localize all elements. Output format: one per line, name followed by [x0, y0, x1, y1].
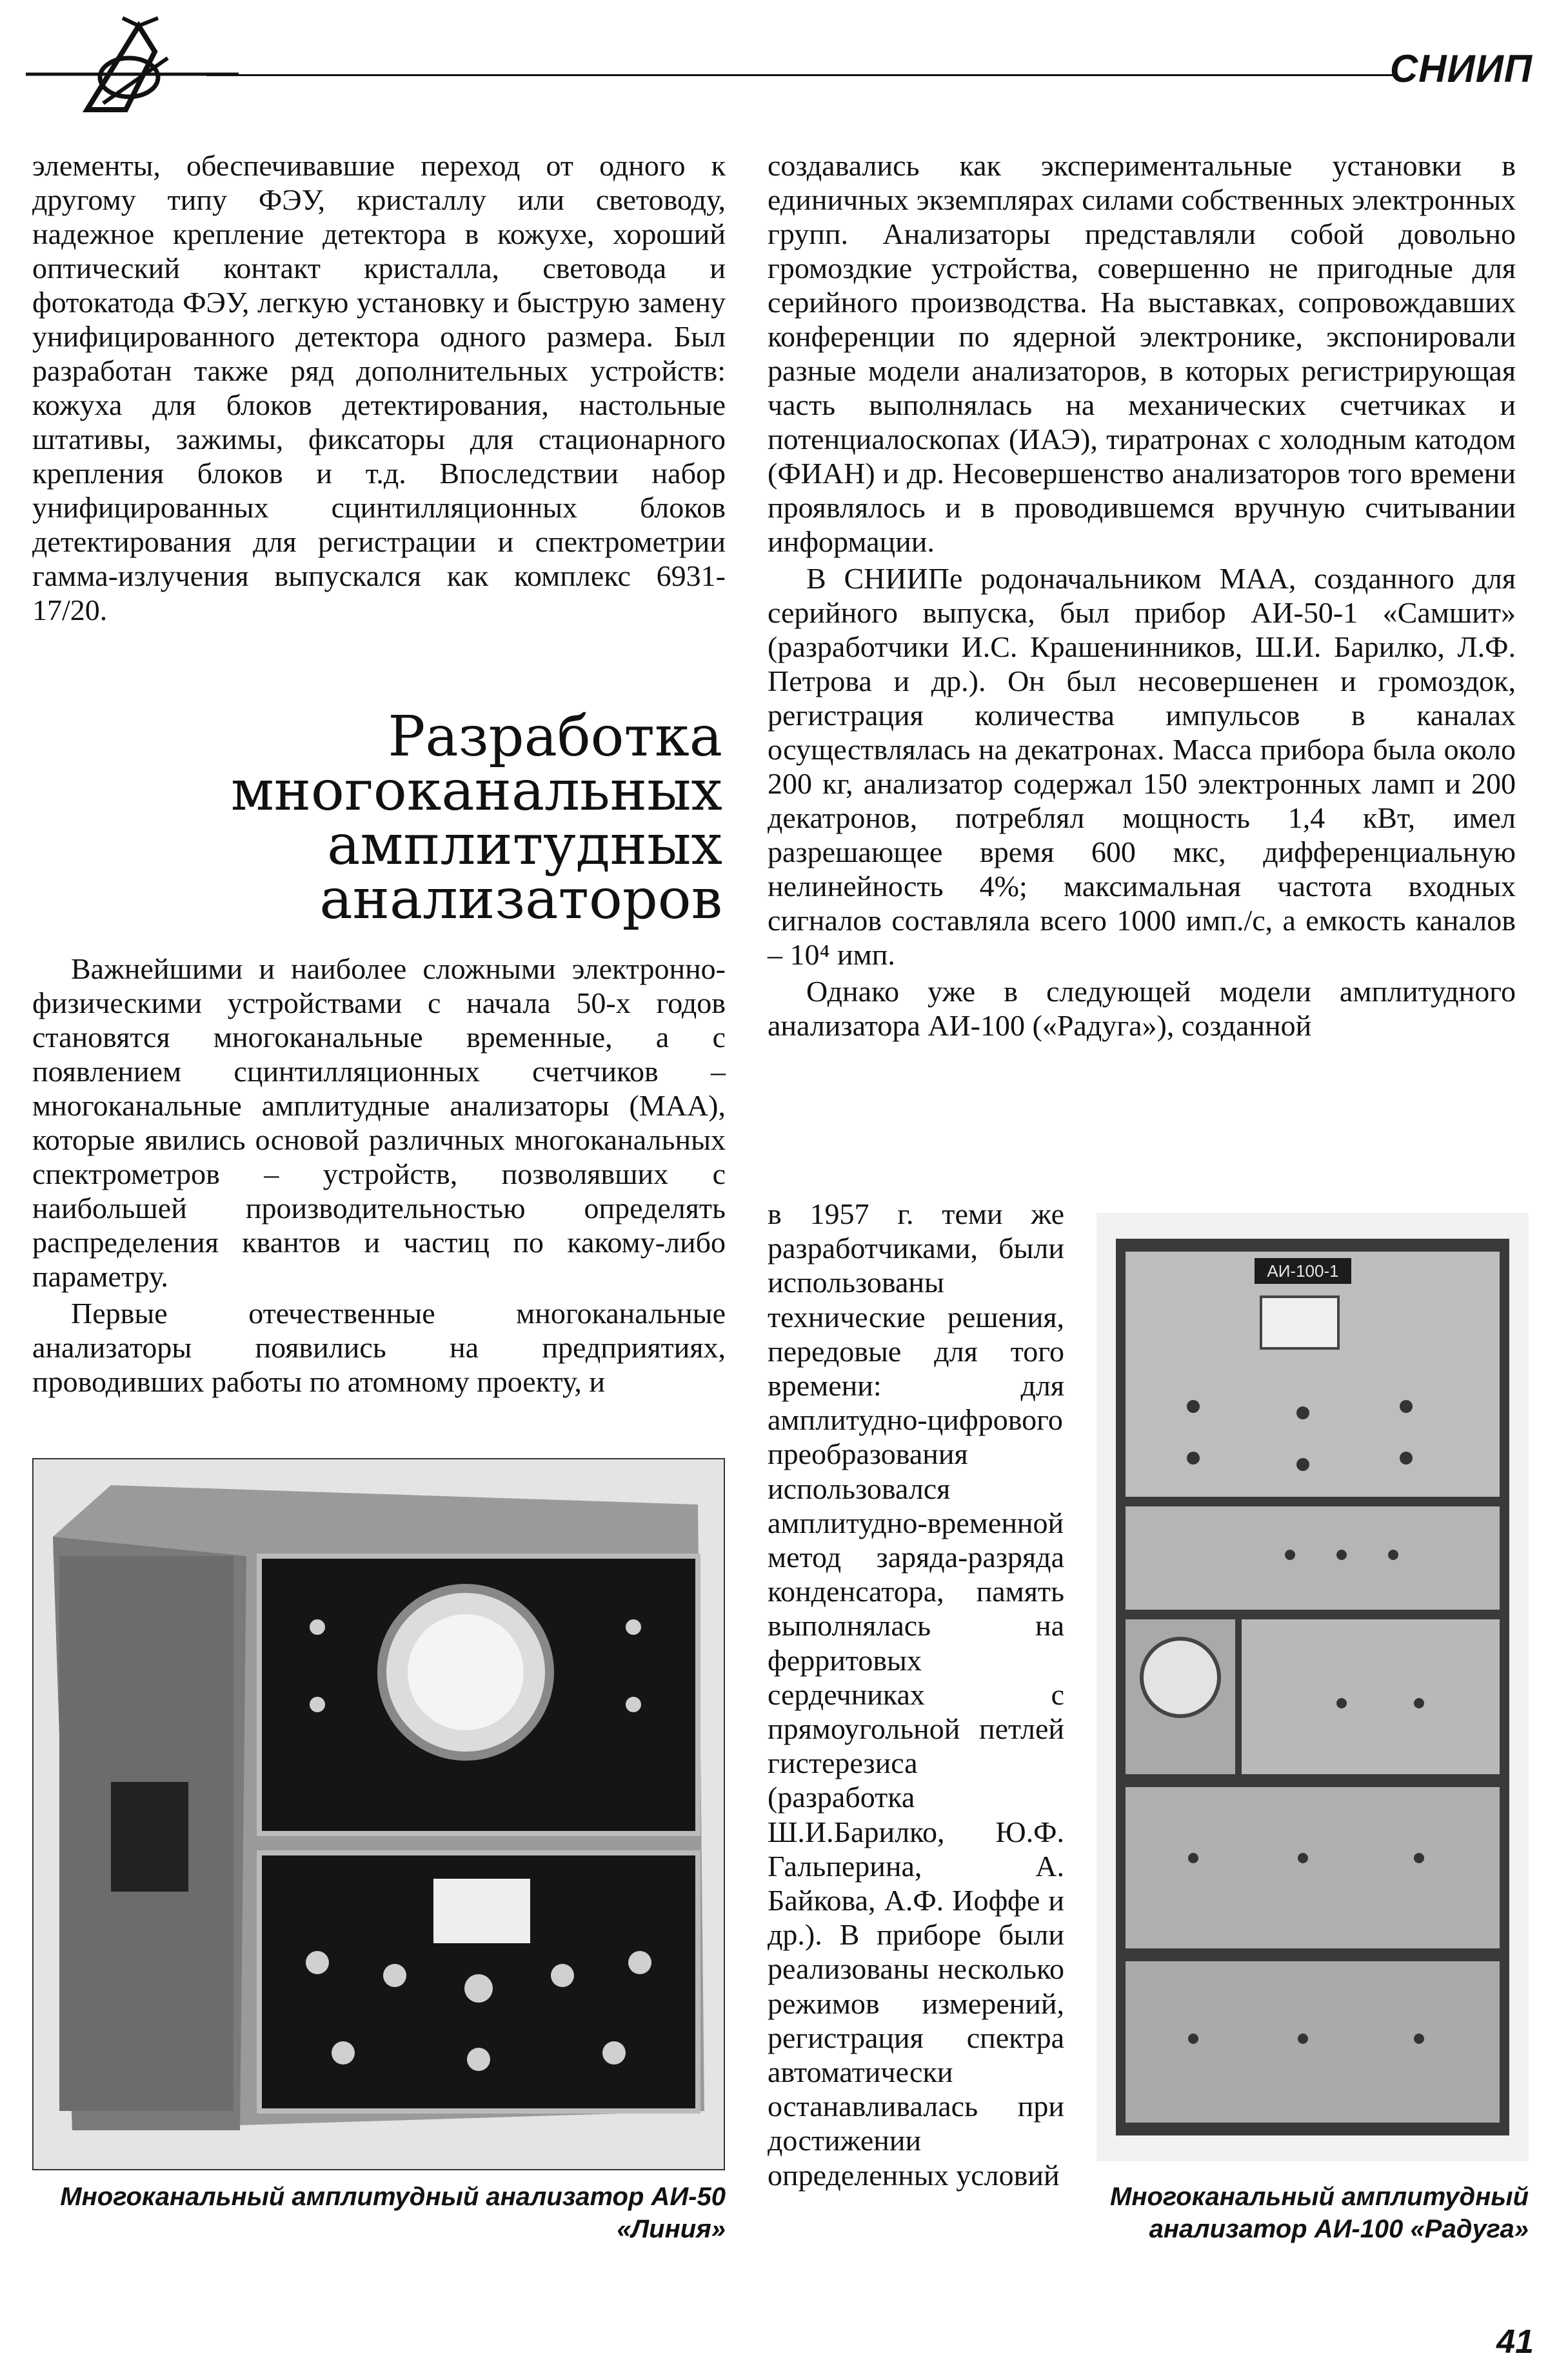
paragraph: элементы, обеспечивавшие переход от одного к другому типу ФЭУ, кристаллу или световоду, надежное крепление детектора в кожухе, хороший оптический контакт кристалла, световода и фотокатода ФЭУ, легкую установку и быструю замену унифицированного детектора одного размера. Был разработан также ряд дополнительных устройств: кожуха для блоков детектирования, настольные штативы, зажимы, фиксаторы для стационарного крепления блоков и т.д. Впоследствии набор унифицированных сцинтилляционных блоков детектирования для регистрации и спектрометрии гамма-излучения выпускался как комплекс 6931-17/20. — [32, 149, 726, 626]
analyzer-rack-illustration — [1096, 1213, 1529, 2161]
paragraph: создавались как экспериментальные установки в единичных экземплярах силами собственных электронных групп. Анализаторы представляли собой довольно громоздкие устройства, совершенно не пригодные для серийного производства. На выставках, сопровождавших конференции по ядерной электронике, экспонировали разные модели анализаторов, в которых регистрирующая часть выполнялась на механических счетчиках и потенциалоскопах (ИАЭ), тиратронах с холодным катодом (ФИАН) и др. Несовершенство анализаторов того времени проявлялось и в проводившемся вручную считывании информации. — [768, 149, 1516, 558]
header-rule — [206, 74, 1393, 76]
photo-caption-ai-50: Многоканальный амплитудный анализатор АИ-50 «Линия» — [60, 2183, 726, 2243]
photo-ai-50-analyzer — [32, 1458, 725, 2170]
rack-nameplate: АИ-100-1 — [1267, 1261, 1339, 1281]
photo-ai-100-analyzer — [1096, 1213, 1529, 2161]
page-number: 41 — [1496, 2323, 1534, 2361]
narrow-column: в 1957 г. теми же разработчиками, были использованы технические решения, передовые для того времени: для амплитудно-цифрового преобразования использовался амплитудно-временной метод заряда-разряда конденсатора, память выполнялась на ферритовых сердечниках с прямоугольной петлей гистерезиса (разработка Ш.И.Барилко, Ю.Ф. Гальперина, А. Байкова, А.Ф. Иоффе и др.). В приборе были реализованы несколько режимов измерений, регистрация спектра автоматически останавливалась при достижении определенных условий — [768, 1197, 1064, 2192]
left-column-bottom — [32, 952, 726, 1401]
left-column-top — [32, 148, 726, 630]
analyzer-cabinet-illustration — [34, 1459, 724, 2169]
section-heading: Разработка многоканальных амплитудных анализаторов — [230, 705, 722, 932]
paragraph: В СНИИПе родоначальником МАА, созданного для серийного выпуска, был прибор АИ-50-1 «Самшит» (разработчики И.С. Крашенинников, Ш.И. Барилко, Л.Ф. Петрова и др.). Он был несовершенен и громоздок, регистрация количества импульсов в каналах осуществлялась на декатронах. Масса прибора была около 200 кг, анализатор содержал 150 электронных ламп и 200 декатронов, потреблял мощность 1,4 кВт, имел разрешающее время 600 мкс, дифференциальную нелинейность 4%; максимальная частота входных сигналов составляла всего 1000 имп./с, а емкость каналов – 10⁴ имп. — [768, 562, 1516, 971]
paragraph: Важнейшими и наиболее сложными электронно-физическими устройствами с начала 50-х годов становятся многоканальные временные, а с появлением сцинтилляционных счетчиков – многоканальные амплитудные анализаторы (МАА), которые явились основой различных многоканальных спектрометров – устройств, позволявших с наибольшей производительностью определять распределения квантов и частиц по какому-либо параметру. — [32, 952, 726, 1293]
snip-logo-icon — [26, 13, 239, 116]
paragraph: Первые отечественные многоканальные анализаторы появились на предприятиях, проводивших работы по атомному проекту, и — [32, 1297, 726, 1398]
photo-caption-ai-100: Многоканальный амплитудный анализатор АИ-100 «Радуга» — [1110, 2183, 1529, 2243]
paragraph: Однако уже в следующей модели амплитудного анализатора АИ-100 («Радуга»), созданной — [768, 975, 1516, 1042]
header-title: СНИИП — [1389, 47, 1533, 90]
right-column — [768, 148, 1516, 1045]
